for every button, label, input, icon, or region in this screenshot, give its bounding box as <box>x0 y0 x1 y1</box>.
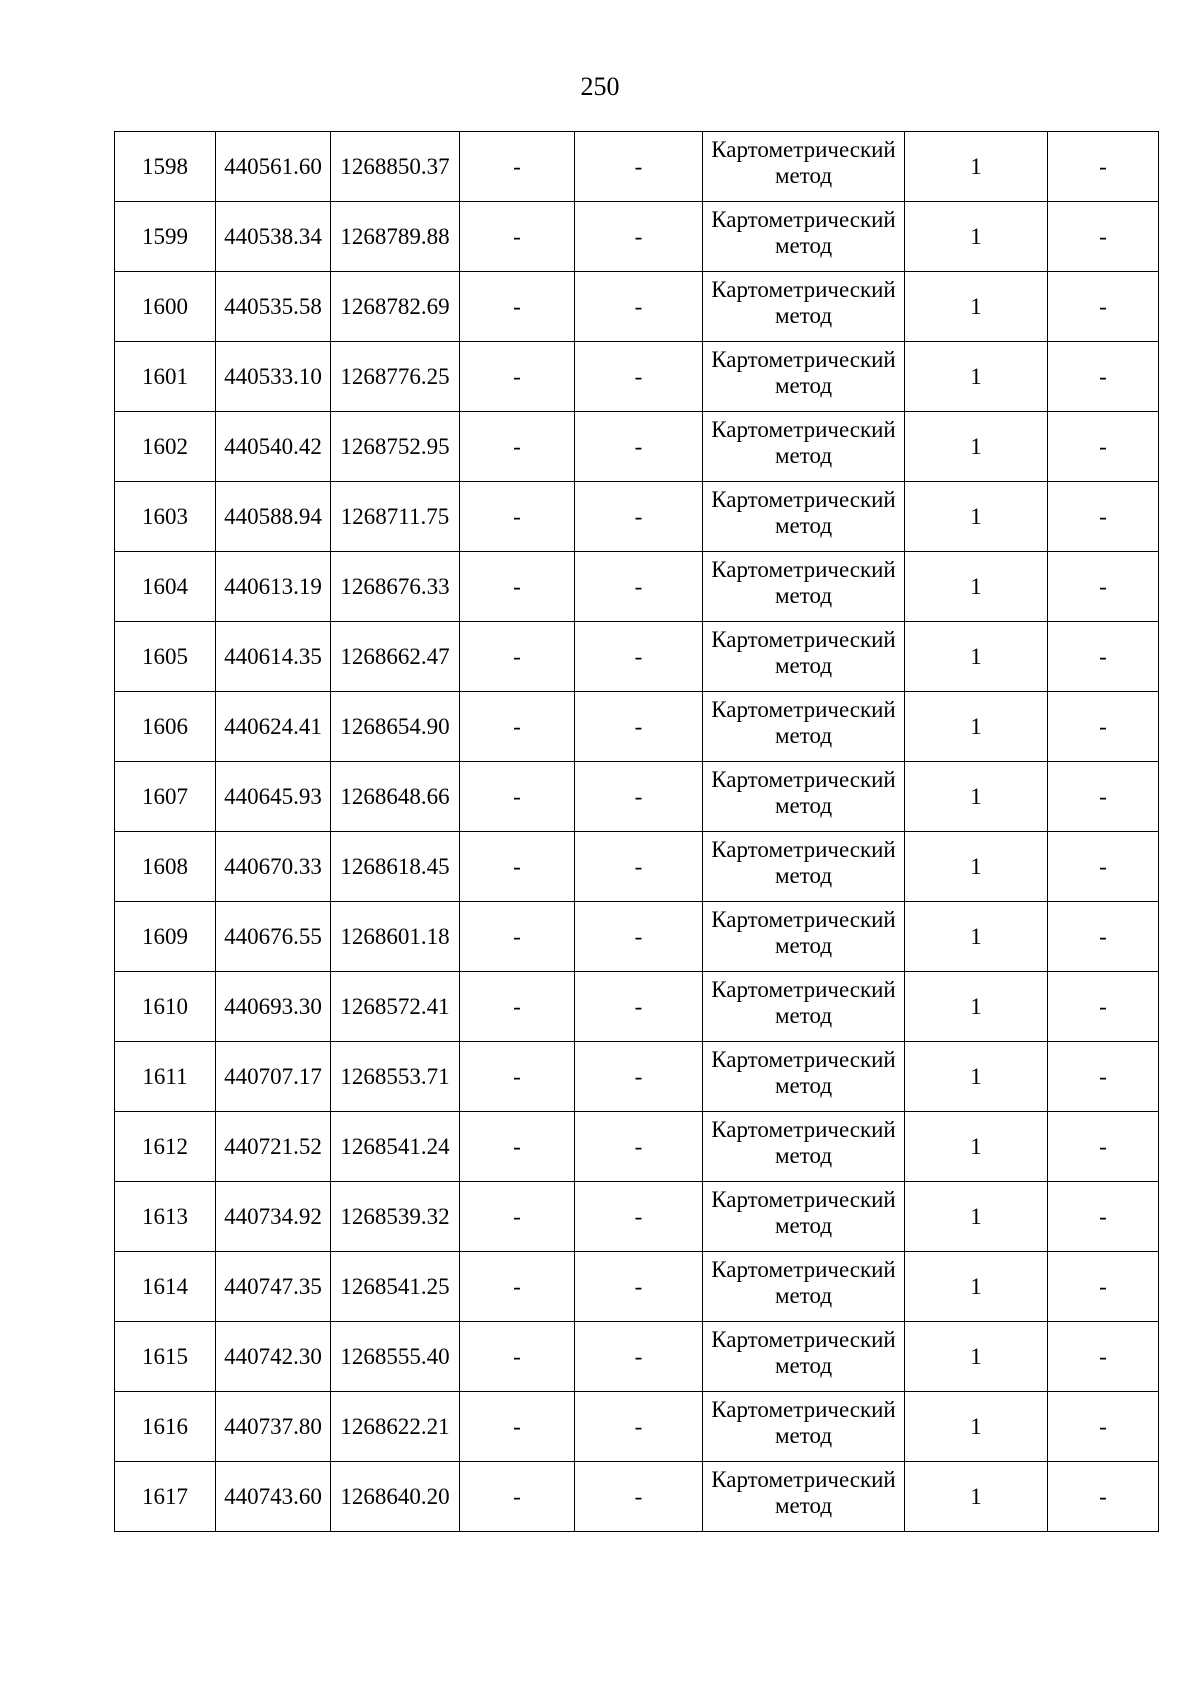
x-coordinate-cell: 440645.93 <box>216 762 331 832</box>
x-coordinate-cell: 440588.94 <box>216 482 331 552</box>
method-cell <box>703 1322 905 1392</box>
method-cell <box>703 552 905 622</box>
x-coordinate-cell: 440737.80 <box>216 1392 331 1462</box>
table-row <box>115 622 1159 692</box>
empty-value-cell: - <box>575 1112 703 1182</box>
table-row <box>115 902 1159 972</box>
empty-value-cell: - <box>460 1182 575 1252</box>
method-label-line2: метод <box>774 792 833 818</box>
y-coordinate-cell: 1268541.25 <box>331 1252 460 1322</box>
x-coordinate-cell: 440676.55 <box>216 902 331 972</box>
accuracy-cell: 1 <box>905 412 1048 482</box>
accuracy-cell: 1 <box>905 1252 1048 1322</box>
y-coordinate-cell: 1268622.21 <box>331 1392 460 1462</box>
accuracy-cell: 1 <box>905 762 1048 832</box>
empty-value-cell: - <box>1048 762 1159 832</box>
y-coordinate-cell: 1268555.40 <box>331 1322 460 1392</box>
x-coordinate-cell: 440743.60 <box>216 1462 331 1532</box>
method-label-line2: метод <box>774 372 833 398</box>
empty-value-cell: - <box>460 1042 575 1112</box>
point-number-cell: 1603 <box>115 482 216 552</box>
accuracy-cell: 1 <box>905 552 1048 622</box>
method-label-line2: метод <box>774 1352 833 1378</box>
point-number-cell: 1602 <box>115 412 216 482</box>
method-label-line1: Картометрический <box>711 906 896 932</box>
method-label-line1: Картометрический <box>711 346 896 372</box>
empty-value-cell: - <box>575 202 703 272</box>
empty-value-cell: - <box>1048 552 1159 622</box>
method-cell <box>703 972 905 1042</box>
point-number-cell: 1613 <box>115 1182 216 1252</box>
method-cell <box>703 1112 905 1182</box>
empty-value-cell: - <box>460 972 575 1042</box>
empty-value-cell: - <box>460 622 575 692</box>
method-cell <box>703 202 905 272</box>
empty-value-cell: - <box>460 202 575 272</box>
x-coordinate-cell: 440535.58 <box>216 272 331 342</box>
method-label-line2: метод <box>774 232 833 258</box>
x-coordinate-cell: 440624.41 <box>216 692 331 762</box>
point-number-cell: 1606 <box>115 692 216 762</box>
method-label-line2: метод <box>774 1002 833 1028</box>
method-label-line2: метод <box>774 722 833 748</box>
table-row <box>115 692 1159 762</box>
y-coordinate-cell: 1268601.18 <box>331 902 460 972</box>
empty-value-cell: - <box>460 412 575 482</box>
table-row <box>115 202 1159 272</box>
table-row <box>115 1322 1159 1392</box>
empty-value-cell: - <box>1048 692 1159 762</box>
accuracy-cell: 1 <box>905 1462 1048 1532</box>
x-coordinate-cell: 440747.35 <box>216 1252 331 1322</box>
empty-value-cell: - <box>1048 902 1159 972</box>
accuracy-cell: 1 <box>905 1182 1048 1252</box>
accuracy-cell: 1 <box>905 972 1048 1042</box>
point-number-cell: 1611 <box>115 1042 216 1112</box>
y-coordinate-cell: 1268711.75 <box>331 482 460 552</box>
empty-value-cell: - <box>575 972 703 1042</box>
y-coordinate-cell: 1268752.95 <box>331 412 460 482</box>
method-label-line2: метод <box>774 1212 833 1238</box>
method-label-line2: метод <box>774 162 833 188</box>
method-label-line1: Картометрический <box>711 626 896 652</box>
method-label-line1: Картометрический <box>711 976 896 1002</box>
table-row <box>115 832 1159 902</box>
empty-value-cell: - <box>1048 482 1159 552</box>
method-label-line2: метод <box>774 442 833 468</box>
empty-value-cell: - <box>460 552 575 622</box>
empty-value-cell: - <box>575 552 703 622</box>
method-label-line1: Картометрический <box>711 206 896 232</box>
point-number-cell: 1612 <box>115 1112 216 1182</box>
y-coordinate-cell: 1268539.32 <box>331 1182 460 1252</box>
method-cell <box>703 1392 905 1462</box>
method-cell <box>703 762 905 832</box>
method-label-line1: Картометрический <box>711 1466 896 1492</box>
method-label-line1: Картометрический <box>711 1186 896 1212</box>
empty-value-cell: - <box>575 622 703 692</box>
point-number-cell: 1608 <box>115 832 216 902</box>
table-row <box>115 1112 1159 1182</box>
empty-value-cell: - <box>1048 1392 1159 1462</box>
accuracy-cell: 1 <box>905 622 1048 692</box>
empty-value-cell: - <box>1048 1112 1159 1182</box>
method-label-line1: Картометрический <box>711 836 896 862</box>
method-label-line1: Картометрический <box>711 136 896 162</box>
x-coordinate-cell: 440693.30 <box>216 972 331 1042</box>
empty-value-cell: - <box>575 1042 703 1112</box>
empty-value-cell: - <box>1048 972 1159 1042</box>
method-label-line2: метод <box>774 652 833 678</box>
accuracy-cell: 1 <box>905 692 1048 762</box>
empty-value-cell: - <box>460 132 575 202</box>
accuracy-cell: 1 <box>905 832 1048 902</box>
method-label-line2: метод <box>774 582 833 608</box>
accuracy-cell: 1 <box>905 132 1048 202</box>
y-coordinate-cell: 1268541.24 <box>331 1112 460 1182</box>
method-label-line1: Картометрический <box>711 1046 896 1072</box>
method-label-line2: метод <box>774 1142 833 1168</box>
x-coordinate-cell: 440538.34 <box>216 202 331 272</box>
point-number-cell: 1601 <box>115 342 216 412</box>
empty-value-cell: - <box>460 692 575 762</box>
method-label-line1: Картометрический <box>711 556 896 582</box>
table-row <box>115 412 1159 482</box>
empty-value-cell: - <box>575 1462 703 1532</box>
x-coordinate-cell: 440614.35 <box>216 622 331 692</box>
empty-value-cell: - <box>575 1322 703 1392</box>
empty-value-cell: - <box>1048 832 1159 902</box>
empty-value-cell: - <box>575 692 703 762</box>
method-label-line2: метод <box>774 1492 833 1518</box>
empty-value-cell: - <box>1048 132 1159 202</box>
x-coordinate-cell: 440540.42 <box>216 412 331 482</box>
accuracy-cell: 1 <box>905 1112 1048 1182</box>
point-number-cell: 1616 <box>115 1392 216 1462</box>
empty-value-cell: - <box>460 1392 575 1462</box>
point-number-cell: 1610 <box>115 972 216 1042</box>
empty-value-cell: - <box>1048 1252 1159 1322</box>
method-cell <box>703 1042 905 1112</box>
empty-value-cell: - <box>575 1392 703 1462</box>
accuracy-cell: 1 <box>905 1042 1048 1112</box>
table-row <box>115 272 1159 342</box>
point-number-cell: 1609 <box>115 902 216 972</box>
point-number-cell: 1614 <box>115 1252 216 1322</box>
empty-value-cell: - <box>1048 272 1159 342</box>
table-row <box>115 762 1159 832</box>
table-row <box>115 1252 1159 1322</box>
empty-value-cell: - <box>575 1182 703 1252</box>
table-row <box>115 482 1159 552</box>
page-number: 250 <box>580 72 620 101</box>
method-label-line2: метод <box>774 1422 833 1448</box>
empty-value-cell: - <box>575 132 703 202</box>
y-coordinate-cell: 1268789.88 <box>331 202 460 272</box>
method-cell <box>703 132 905 202</box>
accuracy-cell: 1 <box>905 202 1048 272</box>
method-label-line1: Картометрический <box>711 1256 896 1282</box>
empty-value-cell: - <box>460 342 575 412</box>
y-coordinate-cell: 1268553.71 <box>331 1042 460 1112</box>
point-number-cell: 1598 <box>115 132 216 202</box>
accuracy-cell: 1 <box>905 1392 1048 1462</box>
table-row <box>115 1182 1159 1252</box>
empty-value-cell: - <box>460 272 575 342</box>
method-label-line1: Картометрический <box>711 276 896 302</box>
table-row <box>115 1392 1159 1462</box>
method-label-line1: Картометрический <box>711 696 896 722</box>
y-coordinate-cell: 1268654.90 <box>331 692 460 762</box>
method-cell <box>703 1252 905 1322</box>
point-number-cell: 1607 <box>115 762 216 832</box>
method-label-line2: метод <box>774 302 833 328</box>
empty-value-cell: - <box>1048 1322 1159 1392</box>
accuracy-cell: 1 <box>905 1322 1048 1392</box>
method-label-line1: Картометрический <box>711 1116 896 1142</box>
table-body <box>115 132 1159 1532</box>
table-row <box>115 972 1159 1042</box>
empty-value-cell: - <box>460 1322 575 1392</box>
empty-value-cell: - <box>1048 1182 1159 1252</box>
y-coordinate-cell: 1268640.20 <box>331 1462 460 1532</box>
method-cell <box>703 412 905 482</box>
method-label-line2: метод <box>774 1072 833 1098</box>
x-coordinate-cell: 440613.19 <box>216 552 331 622</box>
empty-value-cell: - <box>575 1252 703 1322</box>
method-label-line2: метод <box>774 512 833 538</box>
method-cell <box>703 272 905 342</box>
method-label-line1: Картометрический <box>711 1326 896 1352</box>
point-number-cell: 1599 <box>115 202 216 272</box>
empty-value-cell: - <box>1048 202 1159 272</box>
method-cell <box>703 1182 905 1252</box>
method-label-line2: метод <box>774 1282 833 1308</box>
table-row <box>115 552 1159 622</box>
accuracy-cell: 1 <box>905 342 1048 412</box>
method-label-line1: Картометрический <box>711 486 896 512</box>
empty-value-cell: - <box>1048 622 1159 692</box>
x-coordinate-cell: 440670.33 <box>216 832 331 902</box>
y-coordinate-cell: 1268850.37 <box>331 132 460 202</box>
method-cell <box>703 692 905 762</box>
method-cell <box>703 1462 905 1532</box>
table-row <box>115 132 1159 202</box>
point-number-cell: 1605 <box>115 622 216 692</box>
empty-value-cell: - <box>575 342 703 412</box>
method-label-line1: Картометрический <box>711 766 896 792</box>
accuracy-cell: 1 <box>905 272 1048 342</box>
empty-value-cell: - <box>575 832 703 902</box>
method-cell <box>703 832 905 902</box>
table-row <box>115 1042 1159 1112</box>
empty-value-cell: - <box>1048 412 1159 482</box>
accuracy-cell: 1 <box>905 902 1048 972</box>
x-coordinate-cell: 440734.92 <box>216 1182 331 1252</box>
empty-value-cell: - <box>460 1252 575 1322</box>
x-coordinate-cell: 440561.60 <box>216 132 331 202</box>
x-coordinate-cell: 440721.52 <box>216 1112 331 1182</box>
method-label-line2: метод <box>774 932 833 958</box>
method-cell <box>703 342 905 412</box>
point-number-cell: 1604 <box>115 552 216 622</box>
point-number-cell: 1600 <box>115 272 216 342</box>
method-label-line2: метод <box>774 862 833 888</box>
table-row <box>115 1462 1159 1532</box>
empty-value-cell: - <box>460 832 575 902</box>
point-number-cell: 1617 <box>115 1462 216 1532</box>
empty-value-cell: - <box>1048 1462 1159 1532</box>
y-coordinate-cell: 1268662.47 <box>331 622 460 692</box>
method-cell <box>703 622 905 692</box>
empty-value-cell: - <box>460 1112 575 1182</box>
empty-value-cell: - <box>460 902 575 972</box>
table-row <box>115 342 1159 412</box>
method-label-line1: Картометрический <box>711 1396 896 1422</box>
y-coordinate-cell: 1268776.25 <box>331 342 460 412</box>
x-coordinate-cell: 440707.17 <box>216 1042 331 1112</box>
empty-value-cell: - <box>575 482 703 552</box>
empty-value-cell: - <box>1048 1042 1159 1112</box>
x-coordinate-cell: 440533.10 <box>216 342 331 412</box>
y-coordinate-cell: 1268676.33 <box>331 552 460 622</box>
empty-value-cell: - <box>460 1462 575 1532</box>
y-coordinate-cell: 1268572.41 <box>331 972 460 1042</box>
method-label-line1: Картометрический <box>711 416 896 442</box>
empty-value-cell: - <box>575 412 703 482</box>
y-coordinate-cell: 1268618.45 <box>331 832 460 902</box>
empty-value-cell: - <box>460 482 575 552</box>
empty-value-cell: - <box>460 762 575 832</box>
empty-value-cell: - <box>575 762 703 832</box>
y-coordinate-cell: 1268648.66 <box>331 762 460 832</box>
y-coordinate-cell: 1268782.69 <box>331 272 460 342</box>
empty-value-cell: - <box>1048 342 1159 412</box>
empty-value-cell: - <box>575 272 703 342</box>
coordinates-table <box>114 131 1159 1532</box>
empty-value-cell: - <box>575 902 703 972</box>
x-coordinate-cell: 440742.30 <box>216 1322 331 1392</box>
method-cell <box>703 902 905 972</box>
method-cell <box>703 482 905 552</box>
accuracy-cell: 1 <box>905 482 1048 552</box>
point-number-cell: 1615 <box>115 1322 216 1392</box>
